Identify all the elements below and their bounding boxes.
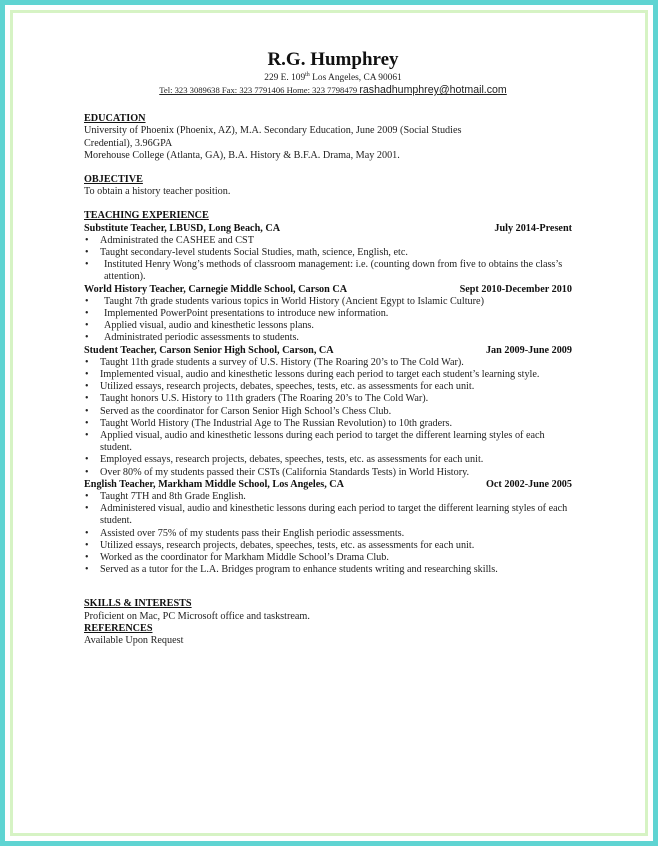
experience-heading: TEACHING EXPERIENCE <box>84 210 209 222</box>
job-dates: Sept 2010-December 2010 <box>459 283 572 295</box>
list-item: • Administrated the CASHEE and CST <box>84 235 574 247</box>
list-item: • Administrated periodic assessments to students. <box>84 332 574 344</box>
job-header <box>84 284 574 296</box>
list-item: • Over 80% of my students passed their CSTs (California Standards Tests) in World History. <box>84 467 574 479</box>
objective-text: To obtain a history teacher position. <box>84 186 231 198</box>
list-item: • Taught World History (The Industrial Age to The Russian Revolution) to 10th graders. <box>84 418 574 430</box>
job-dates: July 2014-Present <box>494 222 572 234</box>
education-heading: EDUCATION <box>84 113 146 125</box>
job-header <box>84 223 574 235</box>
job-dates: Oct 2002-June 2005 <box>485 478 572 490</box>
list-item: • Applied visual, audio and kinesthetic lessons plans. <box>84 320 574 332</box>
job-title: Substitute Teacher, LBUSD, Long Beach, CA <box>84 222 281 234</box>
skills-heading: SKILLS & INTERESTS <box>84 598 192 610</box>
list-item: • Administered visual, audio and kinesthetic lessons during each period to target the different learning styles of each student. <box>84 503 574 527</box>
contact-email: rashadhumphrey@hotmail.com <box>359 84 507 97</box>
education-line: Credential), 3.96GPA <box>84 137 173 149</box>
job-title: World History Teacher, Carnegie Middle School, Carson CA <box>84 283 348 295</box>
job-header <box>84 345 574 357</box>
list-item: • Served as the coordinator for Carson Senior High School’s Chess Club. <box>84 406 574 418</box>
references-heading: REFERENCES <box>84 622 153 634</box>
list-item: • Implemented PowerPoint presentations to introduce new information. <box>84 308 574 320</box>
contact-phones: Tel: 323 3089638 Fax: 323 7791406 Home: 323 7798479 <box>159 85 360 96</box>
job-bullets <box>84 491 574 576</box>
job-title: English Teacher, Markham Middle School, Los Angeles, CA <box>84 478 345 490</box>
list-item: • Worked as the coordinator for Markham Middle School’s Drama Club. <box>84 552 574 564</box>
resume-name: R.G. Humphrey <box>267 49 399 70</box>
resume-document <box>84 50 574 647</box>
list-item: • Taught honors U.S. History to 11th graders (The Roaring 20’s to The Cold War). <box>84 393 574 405</box>
job-header <box>84 479 574 491</box>
job-bullets <box>84 296 574 345</box>
job-title: Student Teacher, Carson Senior High School, Carson, CA <box>84 344 334 356</box>
job-bullets <box>84 357 574 479</box>
skills-text: Proficient on Mac, PC Microsoft office and taskstream. <box>84 610 310 622</box>
list-item: • Taught 7TH and 8th Grade English. <box>84 491 574 503</box>
list-item: • Taught secondary-level students Social Studies, math, science, English, etc. <box>84 247 574 259</box>
resume-address: 229 E. 109th Los Angeles, CA 90061 <box>264 72 402 84</box>
education-line: University of Phoenix (Phoenix, AZ), M.A. Secondary Education, June 2009 (Social Studies <box>84 125 462 137</box>
list-item: • Served as a tutor for the L.A. Bridges program to enhance students writing and researching skills. <box>84 564 574 576</box>
list-item: • Taught 11th grade students a survey of U.S. History (The Roaring 20’s to The Cold War). <box>84 357 574 369</box>
job-bullets <box>84 235 574 284</box>
list-item: • Taught 7th grade students various topics in World History (Ancient Egypt to Islamic Culture) <box>84 296 574 308</box>
list-item: • Assisted over 75% of my students pass their English periodic assessments. <box>84 528 574 540</box>
list-item: • Applied visual, audio and kinesthetic lessons during each period to target the different learning styles of each student. <box>84 430 574 454</box>
job-dates: Jan 2009-June 2009 <box>485 344 572 356</box>
list-item: • Employed essays, research projects, debates, speeches, tests, etc. as assessments for each unit. <box>84 454 574 466</box>
objective-heading: OBJECTIVE <box>84 173 143 185</box>
list-item: • Utilized essays, research projects, debates, speeches, tests, etc. as assessments for each unit. <box>84 540 574 552</box>
list-item: • Instituted Henry Wong’s methods of classroom management: i.e. (counting down from five to obtains the class’s attention). <box>84 259 574 283</box>
education-line: Morehouse College (Atlanta, GA), B.A. History & B.F.A. Drama, May 2001. <box>84 149 400 161</box>
references-text: Available Upon Request <box>84 635 184 647</box>
list-item: • Implemented visual, audio and kinesthetic lessons during each period to target each student’s learning style. <box>84 369 574 381</box>
list-item: • Utilized essays, research projects, debates, speeches, tests, etc. as assessments for each unit. <box>84 381 574 393</box>
resume-contact <box>92 84 574 97</box>
